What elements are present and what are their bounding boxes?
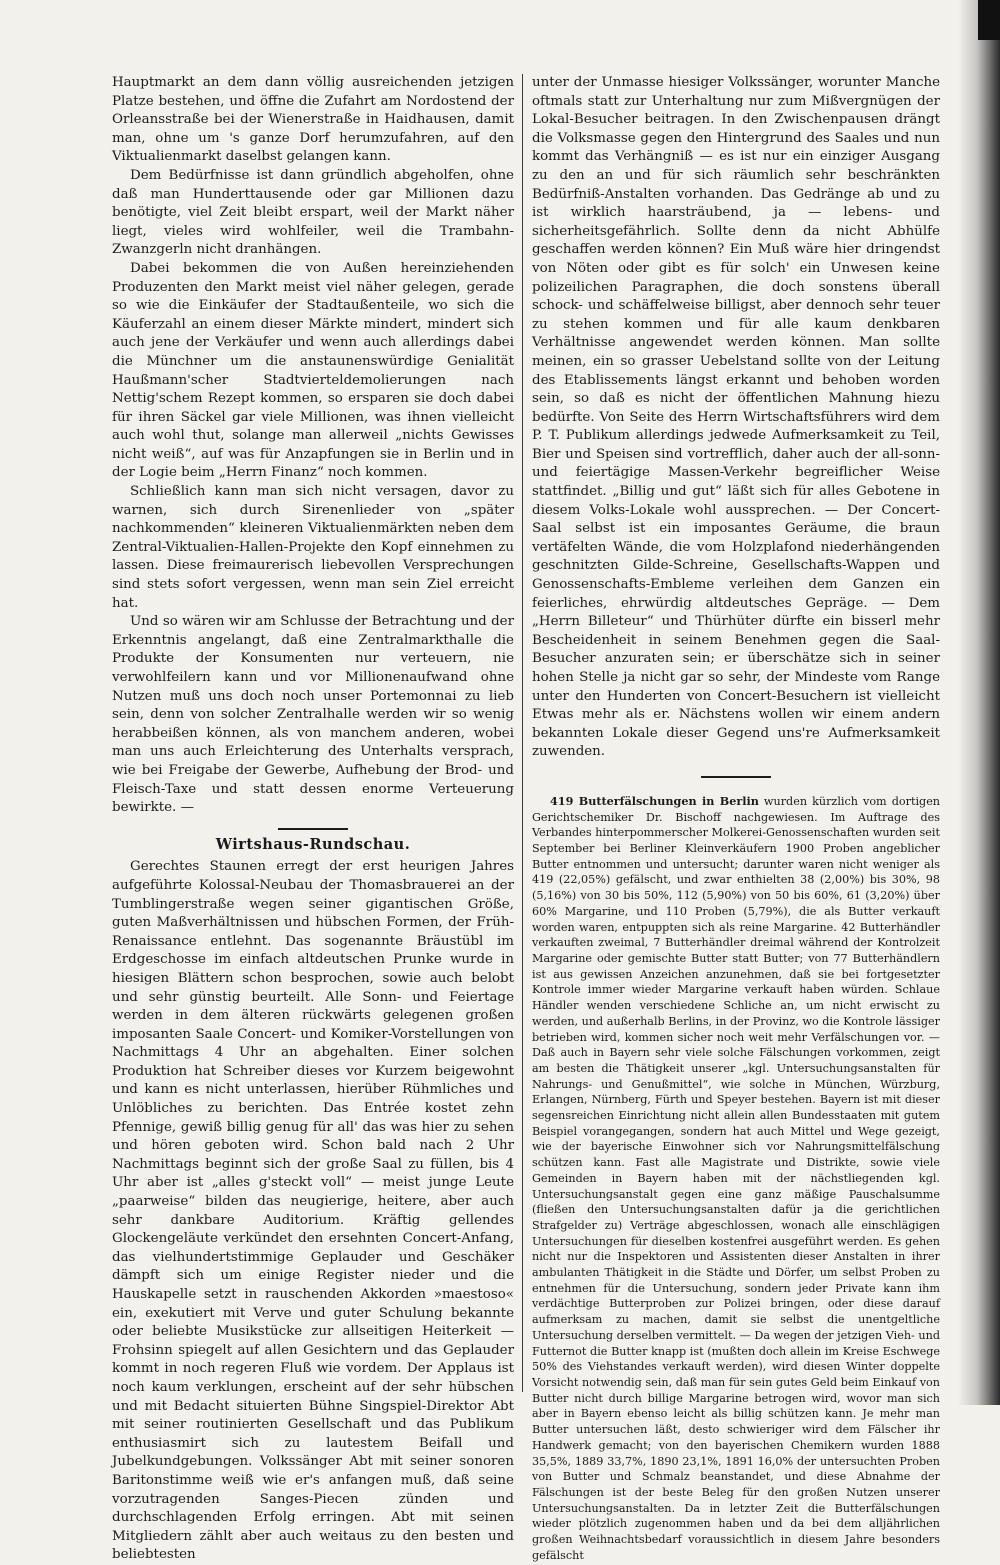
column-divider — [522, 74, 523, 1392]
article-separator-rule — [701, 776, 771, 778]
right-column — [532, 74, 941, 1562]
news-item-lead: 419 Butterfälschungen in Berlin — [550, 793, 759, 808]
paragraph-market-2: Dem Bedürfnisse ist dann gründlich abgeholfen, ohne daß man Hunderttausende oder gar Millionen dazu benötigte, viel Zeit bleibt erspart, weil der Markt näher liegt, vieles wird wohlfeiler, weil die Trambahn-Zwanzgerln nicht dranhängen. — [112, 167, 514, 258]
news-item-butter — [532, 794, 940, 1563]
paragraph-market-3: Dabei bekommen die von Außen hereinziehenden Produzenten den Markt meist viel näher gelegen, gerade so wie die Einkäufer der Stadtaußenteile, wo sich die Käuferzahl an einem dieser Märkte mindert, mindert sich auch jene der Verkäufer und wenn auch allerdings dabei die Münchner um die anstaunenswürdige Genialität Haußmann'scher Stadtvierteldemolierungen nach Nettig'schem Rezept kommen, so ersparen sie doch dabei für ihren Säckel gar viele Millionen, was ihnen vielleicht auch wohl thut, solange man allerweil „nichts Gewisses nicht weiß“, auf was für Anzapfungen sie in Berlin und in der Logie beim „Herrn Finanz“ noch kommen. — [112, 260, 514, 481]
paragraph-market-4: Schließlich kann man sich nicht versagen, davor zu warnen, sich durch Sirenenlieder von „später nachkommenden“ kleineren Viktualienmärkten neben dem Zentral-Viktualien-Hallen-Projekte den Kopf einnehmen zu lassen. Diese freimaurerisch liebevollen Versprechungen sind stets sofort vergessen, wenn man sein Ziel erreicht hat. — [112, 484, 514, 611]
paragraph-market-5: Und so wären wir am Schlusse der Betrachtung und der Erkenntnis angelangt, daß eine Zentralmarkthalle die Produkte der Konsumenten nur verteuern, nie verwohlfeilern kann und vor Millionenaufwand ohne Nutzen muß uns doch noch unser Portemonnai zu lieb sein, denn von solcher Zentralhalle werden wir so wenig herabbeißen können, als von manchem anderen, wobei man uns auch Erleichterung des Unterhalts versprach, wie bei Freigabe der Gewerbe, Aufhebung der Brod- und Fleisch-Taxe und statt dessen enorme Verteuerung bewirkte. — — [112, 614, 514, 816]
left-column — [112, 74, 514, 1563]
paragraph-tavern-continued: unter der Unmasse hiesiger Volkssänger, worunter Manche oftmals statt zur Unterhaltung nur zum Mißvergnügen der Lokal-Besucher beitragen. In den Zwischenpausen drängt die Volksmasse gegen den Hintergrund des Saales und nun kommt das Verhängniß — es ist nur ein einziger Ausgang zu den an und für sich räumlich sehr beschränkten Bedürfniß-Anstalten vorhanden. Das Gedränge ab und zu ist wirklich haarsträubend, ja — lebens- und sicherheitsgefährlich. Sollte denn da nicht Abhülfe geschaffen werden können? Ein Muß wäre hier dringendst von Nöten oder gibt es für solch' ein Unwesen keine polizeilichen Paragraphen, die doch sonstens überall schock- und schäffelweise billigst, aber dennoch sehr teuer zu stehen kommen und für alle kaum denkbaren Verhältnisse angewendet werden können. Man sollte meinen, ein so grasser Uebelstand sollte von der Leitung des Etablissements längst erkannt und behoben worden sein, so daß es nicht der öffentlichen Mahnung hiezu bedürfte. Von Seite des Herrn Wirtschaftsführers wird dem P. T. Publikum allerdings jedwede Aufmerksamkeit zu Teil, Bier und Speisen sind vortrefflich, daher auch der all-sonn- und feiertägige Massen-Verkehr begreiflicher Weise stattfindet. „Billig und gut“ läßt sich für alles Gebotene in diesem Volks-Lokale wohl aussprechen. — Der Concert-Saal selbst ist ein imposantes Geräume, die braun vertäfelten Wände, die vom Holzplafond niederhängenden geschnitzten Gilde-Schreine, Gesellschafts-Wappen und Genossenschafts-Embleme verleihen dem Ganzen ein feierliches, ehrwürdig altdeutsches Gepräge. — Dem „Herrn Billeteur“ und Thürhüter dürfte ein bisserl mehr Bescheidenheit in seinem Benehmen gegen die Saal-Besucher anzuraten sein; er überschätze sich in seiner hohen Stelle ja nicht gar so sehr, der Mindeste vom Range unter den Hunderten von Concert-Besuchern ist vielleicht Etwas mehr als er. Nächstens wollen wir einem andern bekannten Lokale dieser Gegend uns're Aufmerksamkeit zuwenden. — [532, 75, 940, 760]
page-edge-shadow — [958, 0, 1000, 1405]
news-item-body: wurden kürzlich vom dortigen Gerichtschemiker Dr. Bischoff nachgewiesen. Im Auftrage des Verbandes hinterpommerscher Molkerei-Genossenschaften wurden seit September bei Berliner Kleinverkäufern 1900 Proben angeblicher Butter entnommen und untersucht; darunter waren nicht weniger als 419 (22,05%) gefälscht, und zwar enthielten 38 (2,00%) bis 30%, 98 (5,16%) von 30 bis 50%, 112 (5,90%) von 50 bis 60%, 61 (3,20%) über 60% Margarine, und 110 Proben (5,79%), die als Butter verkauft worden waren, entpuppten sich als reine Margarine. 42 Butterhändler verkauften zweimal, 7 Butterhändler dreimal während der Kontrolzeit Margarine oder gemischte Butter statt Butter; von 77 Butterhändlern ist aus gewissen Anzeichen anzunehmen, daß sie bei fortgesetzter Kontrole immer wieder Margarine verkauft haben würden. Schlaue Händler wenden verschiedene Schliche an, um nicht erwischt zu werden, und außerhalb Berlins, in der Provinz, wo die Kontrole lässiger betrieben wird, kommen sicher noch weit mehr Verfälschungen vor. — Daß auch in Bayern sehr viele solche Fälschungen vorkommen, zeigt am besten die Thätigkeit unserer „kgl. Untersuchungsanstalten für Nahrungs- und Genußmittel“, wie solche in München, Würzburg, Erlangen, Nürnberg, Fürth und Speyer bestehen. Bayern ist mit dieser segensreichen Einrichtung nicht allein allen Bundesstaaten mit gutem Beispiel vorangegangen, sondern hat auch Mittel und Wege gezeigt, wie der bayerische Einwohner sich vor Nahrungsmittelfälschung schützen kann. Fast alle Magistrate und Distrikte, sowie viele Gemeinden in Bayern haben mit der nächstliegenden kgl. Untersuchungsanstalt gegen eine ganz mäßige Pauschalsumme (fließen den Untersuchungsanstalten dafür ja die gerichtlichen Strafgelder zu) Verträge abgeschlossen, wonach alle einschlägigen Untersuchungen für dieselben kostenfrei ausgeführt werden. Es gehen nicht nur die Inspektoren und Assistenten dieser Anstalten in ihrer ambulanten Thätigkeit in die Städte und Dörfer, um selbst Proben zu entnehmen für die Untersuchung, sondern jeder Private kann ihm verdächtige Butterproben zur Polizei bringen, oder diese darauf aufmerksam zu machen, damit sie selbst die unentgeltliche Untersuchung derselben vermittelt. — Da wegen der jetzigen Vieh- und Futternot die Butter knapp ist (mußten doch allein im Kreise Eschwege 50% des Viehstandes verkauft werden), wird diesen Winter doppelte Vorsicht notwendig sein, daß man für sein gutes Geld beim Einkauf von Butter nicht durch billige Margarine betrogen wird, wovor man sich aber in Bayern ebenso leicht als billig schützen kann. Je mehr man Butter untersuchen läßt, desto schwieriger wird dem Fälscher ihr Handwerk gemacht; von den bayerischen Chemikern wurden 1888 35,5%, 1889 33,7%, 1890 23,1%, 1891 16,0% der untersuchten Proben von Butter und Schmalz beanstandet, und diese Abnahme der Fälschungen ist der beste Beleg für den großen Nutzen unserer Untersuchungsanstalten. Da in letzter Zeit die Butterfälschungen wieder plötzlich zugenommen haben und da bei dem alljährlichen großen Weihnachtsbedarf voraussichtlich in diesem Jahre besonders gefälscht — [532, 794, 941, 1562]
paragraph-tavern-review: Gerechtes Staunen erregt der erst heurigen Jahres aufgeführte Kolossal-Neubau der Thomasbrauerei an der Tumblingerstraße wegen seiner gigantischen Größe, guten Maßverhältnissen und hübschen Formen, der Früh-Renaissance entlehnt. Das sogenannte Bräustübl im Erdgeschosse im einfach altdeutschen Prunke wurde in hiesigen Blättern schon besprochen, sowie auch belobt und sehr günstig beurteilt. Alle Sonn- und Feiertage werden in dem älteren rückwärts gelegenen großen imposanten Saale Concert- und Komiker-Vorstellungen von Nachmittags 4 Uhr an abgehalten. Einer solchen Produktion hat Schreiber dieses vor Kurzem beigewohnt und kann es nicht unterlassen, hierüber Rühmliches und Unlöbliches zu berichten. Das Entrée kostet zehn Pfennige, gewiß billig genug für all' das was hier zu sehen und hören geboten wird. Schon bald nach 2 Uhr Nachmittags beginnt sich der große Saal zu füllen, bis 4 Uhr aber ist „alles g'steckt voll“ — meist junge Leute „paarweise“ bilden das neugierige, heitere, aber auch sehr dankbare Auditorium. Kräftig gellendes Glockengeläute verkündet den ersehnten Concert-Anfang, das vielhundertstimmige Geplauder und Geschäker dämpft sich um einige Register nieder und die Hauskapelle setzt in rauschenden Akkorden »maestoso« ein, exekutiert mit Verve und guter Schulung bekannte oder beliebte Musikstücke zur allseitigen Heiterkeit — Frohsinn spiegelt auf allen Gesichtern und das Geplauder kommt in noch regeren Fluß wie vordem. Der Applaus ist noch kaum verklungen, erscheint auf der sehr hübschen und mit Bedacht situierten Bühne Singspiel-Direktor Abt mit seiner routinierten Gesellschaft und das Publikum enthusiasmirt sich zu lautestem Beifall und Jubelkundgebungen. Volkssänger Abt mit seiner sonoren Baritonstimme weiß wie er's anfangen muß, daß seine vorzutragenden Sanges-Piecen zünden und durchschlagenden Erfolg erringen. Abt mit seinen Mitgliedern zählt aber auch weitaus zu den besten und beliebtesten — [112, 859, 514, 1563]
newspaper-page — [112, 74, 941, 1563]
section-heading: Wirtshaus-Rundschau. — [215, 835, 411, 853]
scan-edge-mark — [978, 0, 1000, 40]
section-rule — [278, 828, 348, 830]
paragraph-market-1: Hauptmarkt an dem dann völlig ausreichenden jetzigen Platze bestehen, und öffne die Zufahrt am Nordostend der Orleansstraße bei der Wienerstraße in Haidhausen, damit man, ohne um 's ganze Dorf herumzufahren, auf den Viktualienmarkt daselbst gelangen kann. — [112, 75, 514, 165]
